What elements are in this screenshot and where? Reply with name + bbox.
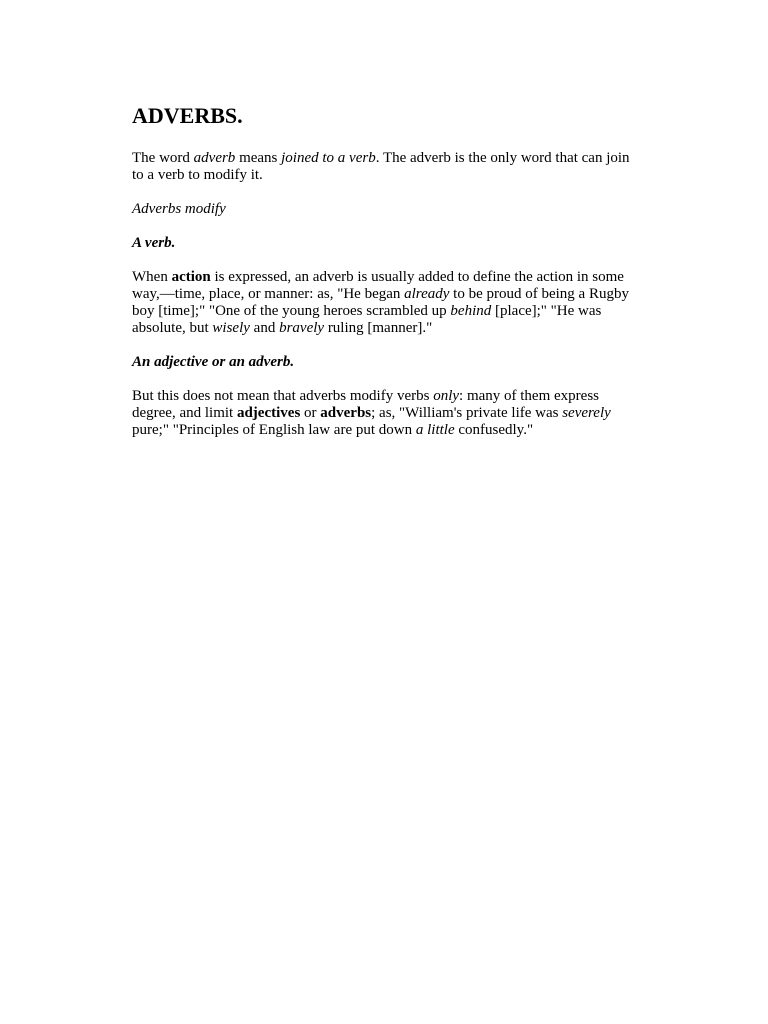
text-run: But this does not mean that adverbs modify verbs (132, 388, 434, 404)
emphasis-text: already (404, 286, 450, 302)
emphasis-text: wisely (212, 320, 250, 336)
emphasis-text: behind (450, 303, 492, 319)
text-run: and (249, 320, 280, 336)
bold-text: adjectives (236, 405, 301, 421)
text-run: When (132, 269, 172, 285)
emphasis-text: only (433, 388, 460, 404)
page-title: ADVERBS. (132, 103, 243, 128)
emphasis-text: a little (415, 422, 455, 438)
text-run: confusedly." (454, 422, 534, 438)
text-run: pure;" "Principles of English law are put down (132, 422, 416, 438)
text-run: is expressed, an adverb is usually added to define the action in some way,—time, place, or manner: as, "He began (132, 269, 624, 302)
subheading: Adverbs modify (132, 201, 226, 217)
section-heading-adjective: An adjective or an adverb. (132, 354, 295, 370)
emphasis-text: adverb (193, 150, 236, 166)
text-run: ; as, "William's private life was (371, 405, 563, 421)
text-run: . The adverb is the only word that can join to a verb to modify it. (132, 150, 630, 183)
bold-text: action (171, 269, 211, 285)
emphasis-text: joined to a verb (281, 150, 376, 166)
emphasis-text: bravely (279, 320, 325, 336)
text-run: : many of them express degree, and limit (132, 388, 599, 421)
adjective-paragraph (132, 388, 632, 439)
emphasis-text: severely (562, 405, 611, 421)
verb-paragraph (132, 269, 632, 337)
text-run: The word (132, 150, 194, 166)
text-run: or (300, 405, 321, 421)
text-run: ruling [manner]." (324, 320, 433, 336)
intro-paragraph (132, 150, 632, 184)
bold-text: adverbs (320, 405, 372, 421)
document-page (132, 102, 632, 456)
text-run: to be proud of being a Rugby boy [time];" "One of the young heroes scrambled up (132, 286, 629, 319)
text-run: means (235, 150, 282, 166)
text-run: [place];" "He was absolute, but (132, 303, 602, 336)
section-heading-verb: A verb. (132, 235, 176, 251)
